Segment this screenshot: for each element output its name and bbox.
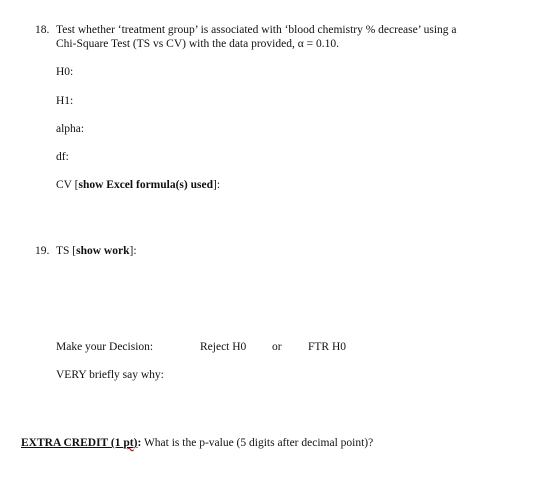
option-ftr-h0: FTR H0 [308,341,347,353]
alpha-label: alpha: [56,123,85,135]
df-label: df: [56,151,69,163]
cv-label [56,179,220,192]
q18-number: 18. [35,24,50,36]
extra-credit-label [21,437,137,449]
ts-bold-text: show work [76,245,130,257]
extra-credit-pt: pt [123,437,134,449]
q18-text-line2: Chi-Square Test (TS vs CV) with the data provided, α = 0.10. [56,38,339,50]
why-label: VERY briefly say why: [56,369,164,381]
extra-credit-question: What is the p-value (5 digits after decimal point)? [141,437,374,449]
h1-label: H1: [56,95,74,107]
q18-text-line1: Test whether ‘treatment group’ is associated with ‘blood chemistry % decrease’ using a [56,24,457,36]
extra-credit-line [21,437,373,450]
extra-credit-label-main: EXTRA CREDIT (1 [21,437,124,449]
cv-prefix: CV [ [56,179,79,191]
extra-credit-colon: : [137,437,142,449]
ts-label [56,245,137,258]
option-or: or [272,341,282,353]
decision-label: Make your Decision: [56,341,154,353]
option-reject-h0: Reject H0 [200,341,247,353]
ts-suffix: ]: [129,245,137,257]
cv-suffix: ]: [212,179,221,191]
ts-prefix: TS [ [56,245,77,257]
h0-label: H0: [56,66,74,78]
q19-number: 19. [35,245,50,257]
cv-bold-text: show Excel formula(s) used [78,179,213,191]
extra-credit-label-close: ) [133,437,138,449]
